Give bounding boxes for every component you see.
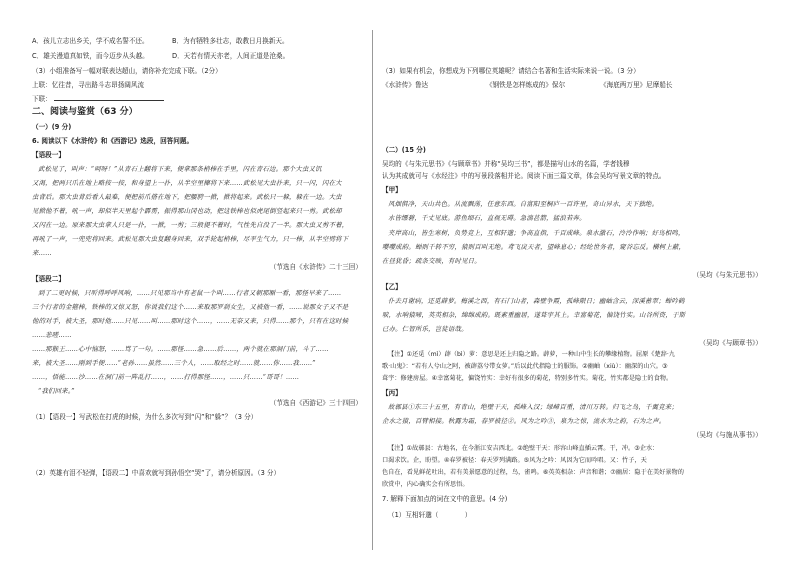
answer-line xyxy=(54,95,164,101)
jia-line: 水皆缥碧，千丈见底。游鱼细石，直视无碍。急湍甚箭，猛浪若奔。 xyxy=(388,214,586,222)
seg1-line: 再吼了一声，一兜兜将回来。武松见那大虫复翻身回来，双手轮起梢棒，尽平生气力，只一棒，从半空劈将下 xyxy=(32,235,349,243)
left-column xyxy=(32,0,362,562)
option-c: C．雄关漫道真如铁，而今迈步从头越。 xyxy=(32,52,149,60)
question-7-1: （1）互相轩邈（ ） xyxy=(388,511,472,519)
seg2-line: 他的对手，被大圣，那时他……只见……叫……那时这个……，……无奈又来，只得……那个，只有在这时候 xyxy=(32,317,349,325)
seg2-line: 三个行者的金箍棒，铁棒的又惊又怒，你说我们这个……来取那罗刹女生，又被他一看，……说那女子又不是 xyxy=(32,303,349,311)
passage-jia-label: 【甲】 xyxy=(382,186,402,194)
segment-2-label: 【语段二】 xyxy=(32,275,65,283)
bing-line: 故鄣县①东三十五里，有青山，绝壁干天，孤峰入汉；绿嶂百重，清川万转。归飞之鸟，千翼竞来； xyxy=(388,403,678,411)
intro-line: 认为其成就可与《水经注》中的写景段落相并论。阅读下面三篇文章，体会吴均写景文章的特点。 xyxy=(382,172,666,180)
lower-couplet xyxy=(32,95,164,103)
option-d: D．天若有情天亦老，人间正道是沧桑。 xyxy=(172,52,290,60)
seg2-line: ……那猴王……心中恼怒，……骂了一句。……那怪……急……后……，两个就在那洞门前，斗了…… xyxy=(32,345,329,353)
passage-yi-label: 【乙】 xyxy=(382,283,402,291)
bing-line: 企水之猿，百臂相接。秋露为霜，春罗被径②。风为之吟③，泉为之惊，流水为之韵，石为之声。 xyxy=(382,417,666,425)
note-2-line: 口渴求饮。企，盼望。④春罗被径：春天罗列满路。⑤风为之吟：风因为它而吟唱。又：竹子，天 xyxy=(382,457,647,464)
right-column xyxy=(382,0,762,562)
seg1-line: 又闪在一边。原来那大虫拿人只是一扑，一掀，一剪；三般提不着时，气性先自没了一半。那大虫又剪不着， xyxy=(32,221,349,229)
choice-3: 《海底两万里》尼摩船长 xyxy=(600,81,673,89)
segment-2-source: （节选自《西游记》三十四回） xyxy=(269,399,362,407)
seg2-line: 到了二更时候，只听得呼呼风响，……只见那当中有老鼠一个叫……行者又朝那厢一看，那怪早来了…… xyxy=(38,289,342,297)
subsection-2: （二）(15 分) xyxy=(382,146,426,154)
option-a: A．孩儿立志出乡关，学不成名誓不还。 xyxy=(32,37,149,45)
jia-line: 夹岸高山，皆生寒树，负势竞上，互相轩邈；争高直指，千百成峰。泉水激石，泠泠作响；好鸟相鸣， xyxy=(388,229,685,237)
seg2-line: ……悲嗟…… xyxy=(32,331,72,339)
yi-line: 仆去月谢病，还觅薜萝。梅溪之西，有石门山者，森壁争霞，孤峰限日；幽岫含云，深溪蓄翠；蝉吟鹤 xyxy=(388,297,685,305)
question-7: 7. 解释下面加点的词在文中的意思。(4 分) xyxy=(382,495,508,503)
passage-bing-label: 【丙】 xyxy=(382,389,402,397)
choice-1: 《水浒传》鲁达 xyxy=(382,81,429,89)
note-2-line: 【注】①故鄣县：古地名，在今浙江安吉西北。②绝壁干天：形容山峰直插云霄。干，冲。③企水： xyxy=(388,445,659,452)
question-3-couplet: （3）小组准备写一幅对联表达超山，请你补充完成下联。（2分） xyxy=(32,67,222,75)
seg1-line: 见掀他不着，吼一声，却似半天里起个霹雳，振得那山冈也动，把这铁棒也似虎尾倒竖起来只一剪。武松却 xyxy=(32,207,342,215)
seg1-line: 来…… xyxy=(32,249,52,257)
option-b: B．为有牺牲多壮志，敢教日月换新天。 xyxy=(172,37,289,45)
passage-yi-source: （吴均《与顾章书》） xyxy=(699,339,762,347)
passage-bing-source: （吴均《与施从事书》） xyxy=(692,431,762,439)
seg2-line: 来，被大圣……刚到手便……“老孙……虽然……三个人，……取经之时……就……你……我……” xyxy=(32,359,316,367)
jia-line: 在昼犹昏；疏条交映，有时见日。 xyxy=(382,257,481,265)
note-2-line: 色自在，看见鲜花吐出，若有美景愿意的过程，鸟，雀鸣。⑥英英相杂：声音和谐；⑦幽居：隐于在美好景物的 xyxy=(382,469,684,476)
upper-couplet: 上联：忆往昔，寻出路斗志昂扬阔风流 xyxy=(32,81,145,89)
choice-2: 《钢铁是怎样炼成的》保尔 xyxy=(486,81,566,89)
column-divider xyxy=(372,30,373,550)
note-1-line: 【注】①还觅（mì）薜（bì）萝：意思是还上归隐之路。薜萝，一种山中生长的攀缘植物。屈原《楚辞·九 xyxy=(388,351,675,358)
seg2-line: ……，悟能……沙……在洞门前一阵乱打……，……打得那怪……，……只……“哥哥！…… xyxy=(32,373,300,381)
seg2-line: “我们回来。” xyxy=(38,387,75,395)
yi-line: 已办。仁智所乐，岂徒语哉。 xyxy=(382,325,468,333)
jia-line: 嘤嘤成韵。蝉则千转不穷，猿则百叫无绝。鸢飞戾天者，望峰息心；经纶世务者，窥谷忘反。横柯上蔽， xyxy=(382,243,686,251)
jia-line: 风烟俱净，天山共色。从流飘荡，任意东西。自富阳至桐庐一百许里，奇山异水，天下独绝。 xyxy=(388,200,659,208)
task-6: 6. 阅读以下《水浒传》和《西游记》选段，回答问题。 xyxy=(32,137,194,145)
note-1-line: 葺宇：修建房屋。④幸富菊花，偏饶竹实：幸好有很多的菊花，特别多竹实。菊花，竹实都是隐士的食物。 xyxy=(382,375,673,382)
intro-line: 吴均的《与朱元思书》《与顾章书》并称“吴均三书”，都是描写山水的名篇，学者钱穆 xyxy=(382,160,630,168)
question-3-hero: （3）如果有机会，你想成为下列哪位英雄呢？请结合名著和生活实际来说一说。（3 分） xyxy=(382,67,640,75)
question-1: （1）【语段一】写武松在打虎的时候，为什么多次写到“闪”和“躲”？（3 分） xyxy=(32,413,258,421)
segment-1-source: （节选自《水浒传》二十三回） xyxy=(269,263,362,271)
section-title: 二、阅读与鉴赏（63 分） xyxy=(32,107,138,117)
note-2-line: 欣赏中，内心确实会有所思悟。 xyxy=(382,481,469,488)
segment-1-label: 【语段一】 xyxy=(32,151,65,159)
note-1-line: 歌·山鬼》：“若有人兮山之阿，被薜荔兮带女萝。”后以此代指隐士的服饰。②幽岫（xiù）：幽深的山穴。③ xyxy=(382,363,668,370)
seg1-line: 虫背后。那大虫背后看人最难，便把前爪搭在地下，把腰胯一掀，掀将起来。武松只一躲，躲在一边。大虫 xyxy=(32,193,342,201)
subsection-1: （一）(9 分) xyxy=(32,123,72,131)
seg1-line: 又渴，把两只爪在地上略按一按，和身望上一扑，从半空里撺将下来……武松见大虫扑来，只一闪，闪在大 xyxy=(32,179,342,187)
lower-couplet-label: 下联： xyxy=(32,95,52,103)
seg1-line: 武松见了，叫声：“呵呀！”从青石上翻将下来，便拿那条梢棒在手里，闪在青石边。那个大虫又饥 xyxy=(38,165,322,173)
yi-line: 唳，水响猿啼，英英相杂，绵绵成韵。既素重幽居，遂葺宇其上。幸富菊花，偏饶竹实。山谷所资，于斯 xyxy=(382,311,686,319)
passage-jia-source: （吴均《与朱元思书》） xyxy=(692,271,762,279)
question-2: （2）英雄有泪不轻弹，【语段二】中喜欢就写到孙悟空“哭”了，请分析原因。（3 分） xyxy=(32,469,281,477)
